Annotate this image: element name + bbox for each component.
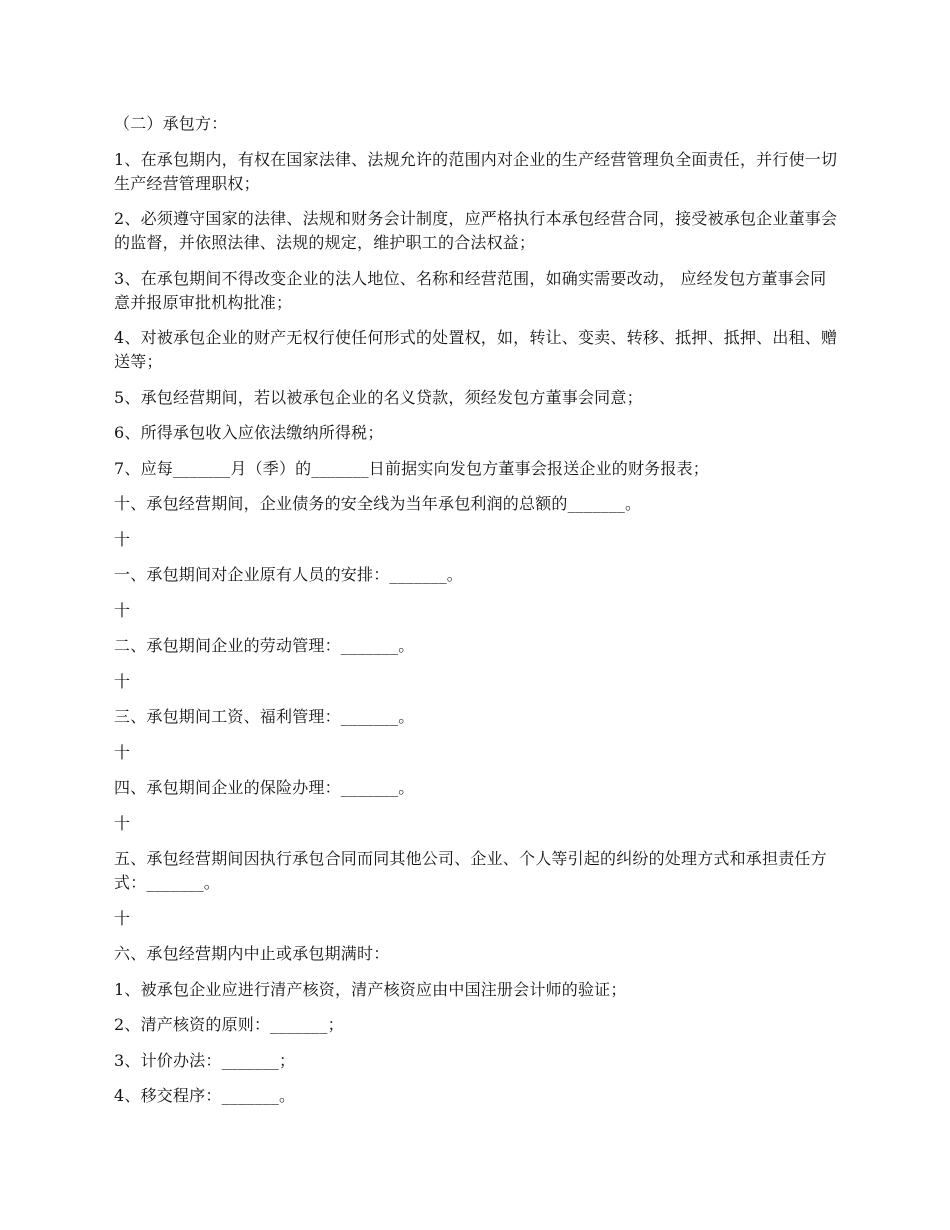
article-14-prefix: 十 <box>114 742 131 762</box>
article-15-prefix: 十 <box>114 813 131 833</box>
settlement-item-4: 4、移交程序：_______。 <box>114 1086 296 1105</box>
article-12: 二、承包期间企业的劳动管理：_______。 <box>114 636 415 655</box>
settlement-item-1: 1、被承包企业应进行清产核资，清产核资应由中国注册会计师的验证； <box>114 979 627 999</box>
article-13-prefix: 十 <box>114 671 131 691</box>
article-16: 六、承包经营期内中止或承包期满时： <box>114 944 390 963</box>
section-heading-contractor: （二）承包方： <box>114 114 228 133</box>
article-15: 五、承包经营期间因执行承包合同而同其他公司、企业、个人等引起的纠纷的处理方式和承担责任方式：_______。 <box>114 849 827 892</box>
article-10: 十、承包经营期间，企业债务的安全线为当年承包利润的总额的_______。 <box>114 494 642 513</box>
article-13: 三、承包期间工资、福利管理：_______。 <box>114 707 415 726</box>
clause-3: 3、在承包期间不得改变企业的法人地位、名称和经营范围，如确实需要改动， 应经发包方董事会同意并报原审批机构批准； <box>114 268 827 312</box>
document-body <box>114 112 840 1120</box>
settlement-item-2: 2、清产核资的原则：_______； <box>114 1015 344 1034</box>
article-12-prefix: 十 <box>114 600 131 620</box>
article-16-prefix: 十 <box>114 908 131 928</box>
settlement-item-3: 3、计价办法：_______； <box>114 1050 296 1070</box>
clause-1: 1、在承包期内，有权在国家法律、法规允许的范围内对企业的生产经营管理负全面责任，并行使一切生产经营管理职权； <box>114 149 838 193</box>
clause-6: 6、所得承包收入应依法缴纳所得税； <box>114 423 384 442</box>
article-14: 四、承包期间企业的保险办理：_______。 <box>114 778 415 797</box>
clause-7: 7、应每_______月（季）的_______日前据实向发包方董事会报送企业的财务报表； <box>114 458 709 478</box>
clause-5: 5、承包经营期间，若以被承包企业的名义贷款，须经发包方董事会同意； <box>114 387 643 407</box>
article-11: 一、承包期间对企业原有人员的安排：_______。 <box>114 565 464 584</box>
article-11-prefix: 十 <box>114 529 131 549</box>
clause-2: 2、必须遵守国家的法律、法规和财务会计制度，应严格执行本承包经营合同，接受被承包企业董事会的监督，并依照法律、法规的规定，维护职工的合法权益； <box>114 209 838 252</box>
clause-4: 4、对被承包企业的财产无权行使任何形式的处置权，如，转让、变卖、转移、抵押、抵押、出租、赠送等； <box>114 328 838 371</box>
